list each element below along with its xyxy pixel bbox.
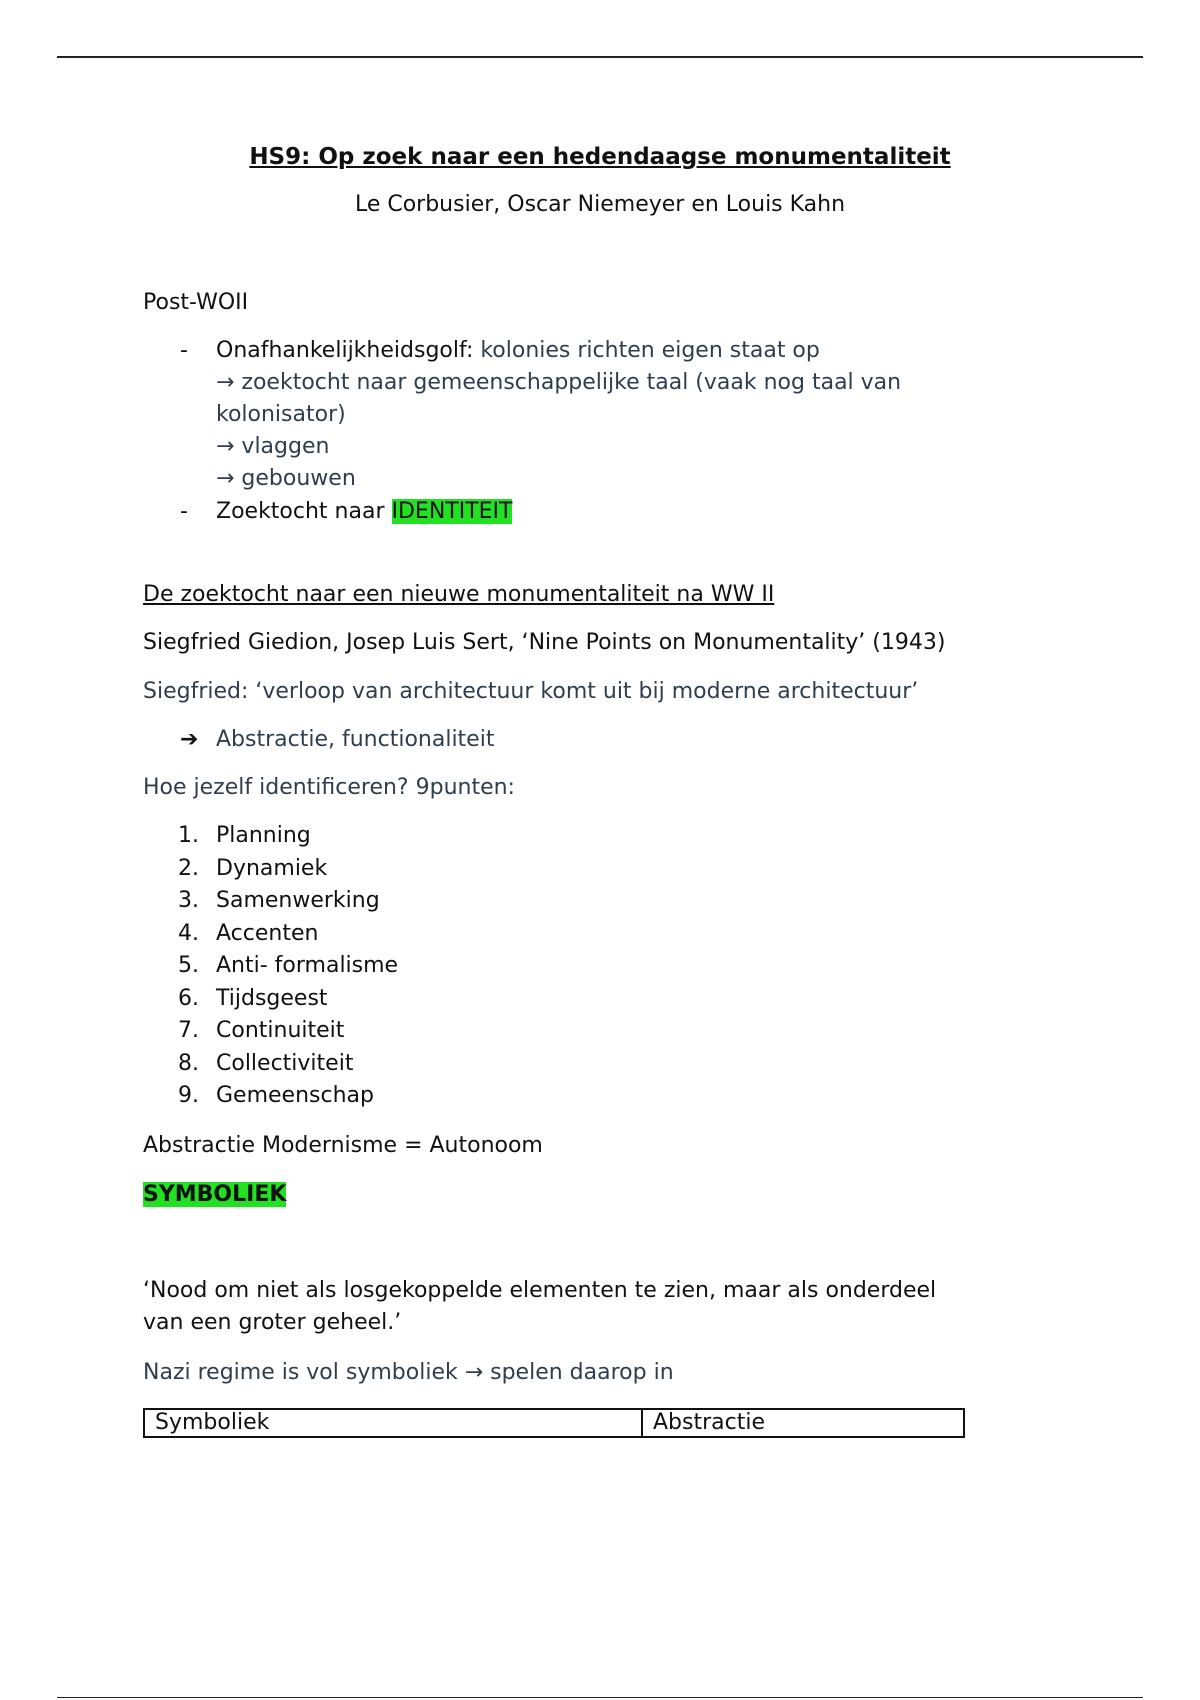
footer-rule — [57, 1697, 1143, 1698]
list-item: Samenwerking — [216, 888, 380, 913]
item-label: Onafhankelijkheidsgolf: — [216, 338, 474, 363]
list-item: Continuiteit — [216, 1018, 345, 1043]
arrow-right-icon: ➔ — [180, 727, 199, 752]
bullet-marker: - — [180, 338, 188, 363]
list-item: Tijdsgeest — [216, 986, 328, 1011]
page-subtitle: Le Corbusier, Oscar Niemeyer en Louis Kahn — [354, 192, 846, 217]
paragraph-question: Hoe jezelf identificeren? 9punten: — [143, 775, 515, 800]
item-text: kolonies richten eigen staat op — [473, 338, 820, 363]
section-heading-post-woii: Post-WOII — [143, 290, 249, 315]
list-number: 6. — [178, 986, 199, 1011]
sub-line: → gebouwen — [216, 466, 356, 491]
highlight-symboliek: SYMBOLIEK — [143, 1182, 287, 1207]
symboliek-label — [143, 1179, 286, 1211]
list-item-onafhankelijkheidsgolf — [216, 335, 820, 367]
list-number: 7. — [178, 1018, 199, 1043]
highlight-identiteit: IDENTITEIT — [391, 499, 513, 524]
bullet-marker: - — [180, 499, 188, 524]
list-number: 1. — [178, 823, 199, 848]
paragraph-nine-points: Siegfried Giedion, Josep Luis Sert, ‘Nine Points on Monumentality’ (1943) — [143, 630, 946, 655]
list-number: 8. — [178, 1051, 199, 1076]
list-item: Planning — [216, 823, 311, 848]
table-cell-abstractie: Abstractie — [642, 1409, 964, 1437]
list-number: 4. — [178, 921, 199, 946]
table-row — [144, 1409, 964, 1437]
paragraph-siegfried: Siegfried: ‘verloop van architectuur komt uit bij moderne architectuur’ — [143, 679, 919, 704]
list-number: 2. — [178, 856, 199, 881]
arrow-item: Abstractie, functionaliteit — [216, 727, 495, 752]
list-item: Accenten — [216, 921, 319, 946]
list-item: Collectiviteit — [216, 1051, 354, 1076]
paragraph-equation: Abstractie Modernisme = Autonoom — [143, 1133, 543, 1158]
sub-line: → zoektocht naar gemeenschappelijke taal (vaak nog taal van — [216, 370, 902, 395]
item-text: Zoektocht naar — [216, 499, 392, 524]
quote-line: ‘Nood om niet als losgekoppelde elementen te zien, maar als onderdeel — [143, 1278, 937, 1303]
sub-line: kolonisator) — [216, 402, 346, 427]
header-rule — [57, 56, 1143, 58]
page-title: HS9: Op zoek naar een hedendaagse monumentaliteit — [249, 144, 951, 170]
list-item-identiteit — [216, 496, 512, 528]
list-item: Gemeenschap — [216, 1083, 374, 1108]
paragraph-nazi: Nazi regime is vol symboliek → spelen daarop in — [143, 1360, 674, 1385]
section-heading-monumentaliteit: De zoektocht naar een nieuwe monumentaliteit na WW II — [143, 582, 775, 607]
sub-line: → vlaggen — [216, 434, 330, 459]
comparison-table — [143, 1408, 965, 1438]
table-cell-symboliek: Symboliek — [144, 1409, 642, 1437]
list-item: Anti- formalisme — [216, 953, 399, 978]
list-number: 5. — [178, 953, 199, 978]
list-number: 3. — [178, 888, 199, 913]
list-number: 9. — [178, 1083, 199, 1108]
quote-line: van een groter geheel.’ — [143, 1310, 402, 1335]
list-item: Dynamiek — [216, 856, 328, 881]
